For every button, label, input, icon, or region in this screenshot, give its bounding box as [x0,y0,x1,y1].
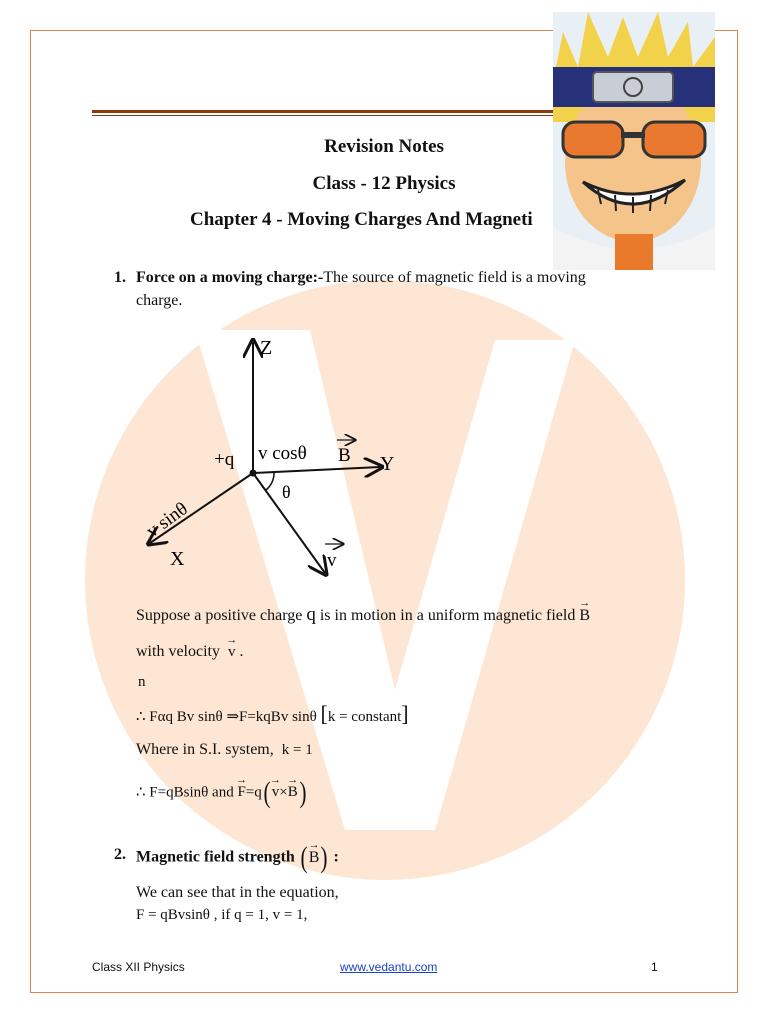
equation-force-vector: ∴ F=qBsinθ and → F=q(→ v×→ B) [136,778,308,808]
chapter-title: Chapter 4 - Moving Charges And Magneti [190,209,533,230]
z-label: Z [260,337,273,359]
section-2-heading: Magnetic field strength [136,848,295,866]
si-system-line: Where in S.I. system, k = 1 [136,741,313,758]
b-label: B [338,445,351,466]
header-rule-thin [92,115,562,116]
vcos-label: v cosθ [258,443,307,464]
section-1-heading: Force on a moving charge:- [136,269,324,286]
section-1-text-2: charge. [136,292,183,309]
stray-n: n [138,674,146,690]
vsin-label: v sinθ [142,498,192,543]
theta-arc [266,472,274,490]
v-label: v [327,550,337,571]
charge-point [250,470,257,477]
section-2-heading-line: Magnetic field strength (→ B) : [136,843,339,873]
footer-class: Class XII Physics [92,960,185,974]
header-rule [92,110,562,113]
section-1-number: 1. [114,269,126,286]
footer-link[interactable]: www.vedantu.com [340,960,438,974]
section-1-paragraph [136,266,656,289]
y-axis [253,467,380,473]
revision-notes-title: Revision Notes [324,136,444,157]
section-2-text: We can see that in the equation, [136,884,339,901]
section-2-number: 2. [114,846,126,863]
section-1-text: The source of magnetic field is a moving [323,269,586,286]
footer-page-number: 1 [651,960,658,974]
equation-force-proportional: ∴ Fαq Bv sinθ ⇒F=kqBv sinθ [k = constant] [136,701,409,726]
theta-label: θ [282,482,291,502]
section-2-equation: F = qBvsinθ , if q = 1, v = 1, [136,907,308,923]
class-title: Class - 12 Physics [312,173,456,194]
y-label: Y [380,453,395,475]
x-label: X [170,548,185,570]
charge-label: +q [214,449,235,470]
force-diagram [130,330,430,580]
paragraph-positive-charge: Suppose a positive charge q is in motion in a uniform magnetic field → B [136,603,590,627]
paragraph-velocity: with velocity → v . [136,640,243,664]
